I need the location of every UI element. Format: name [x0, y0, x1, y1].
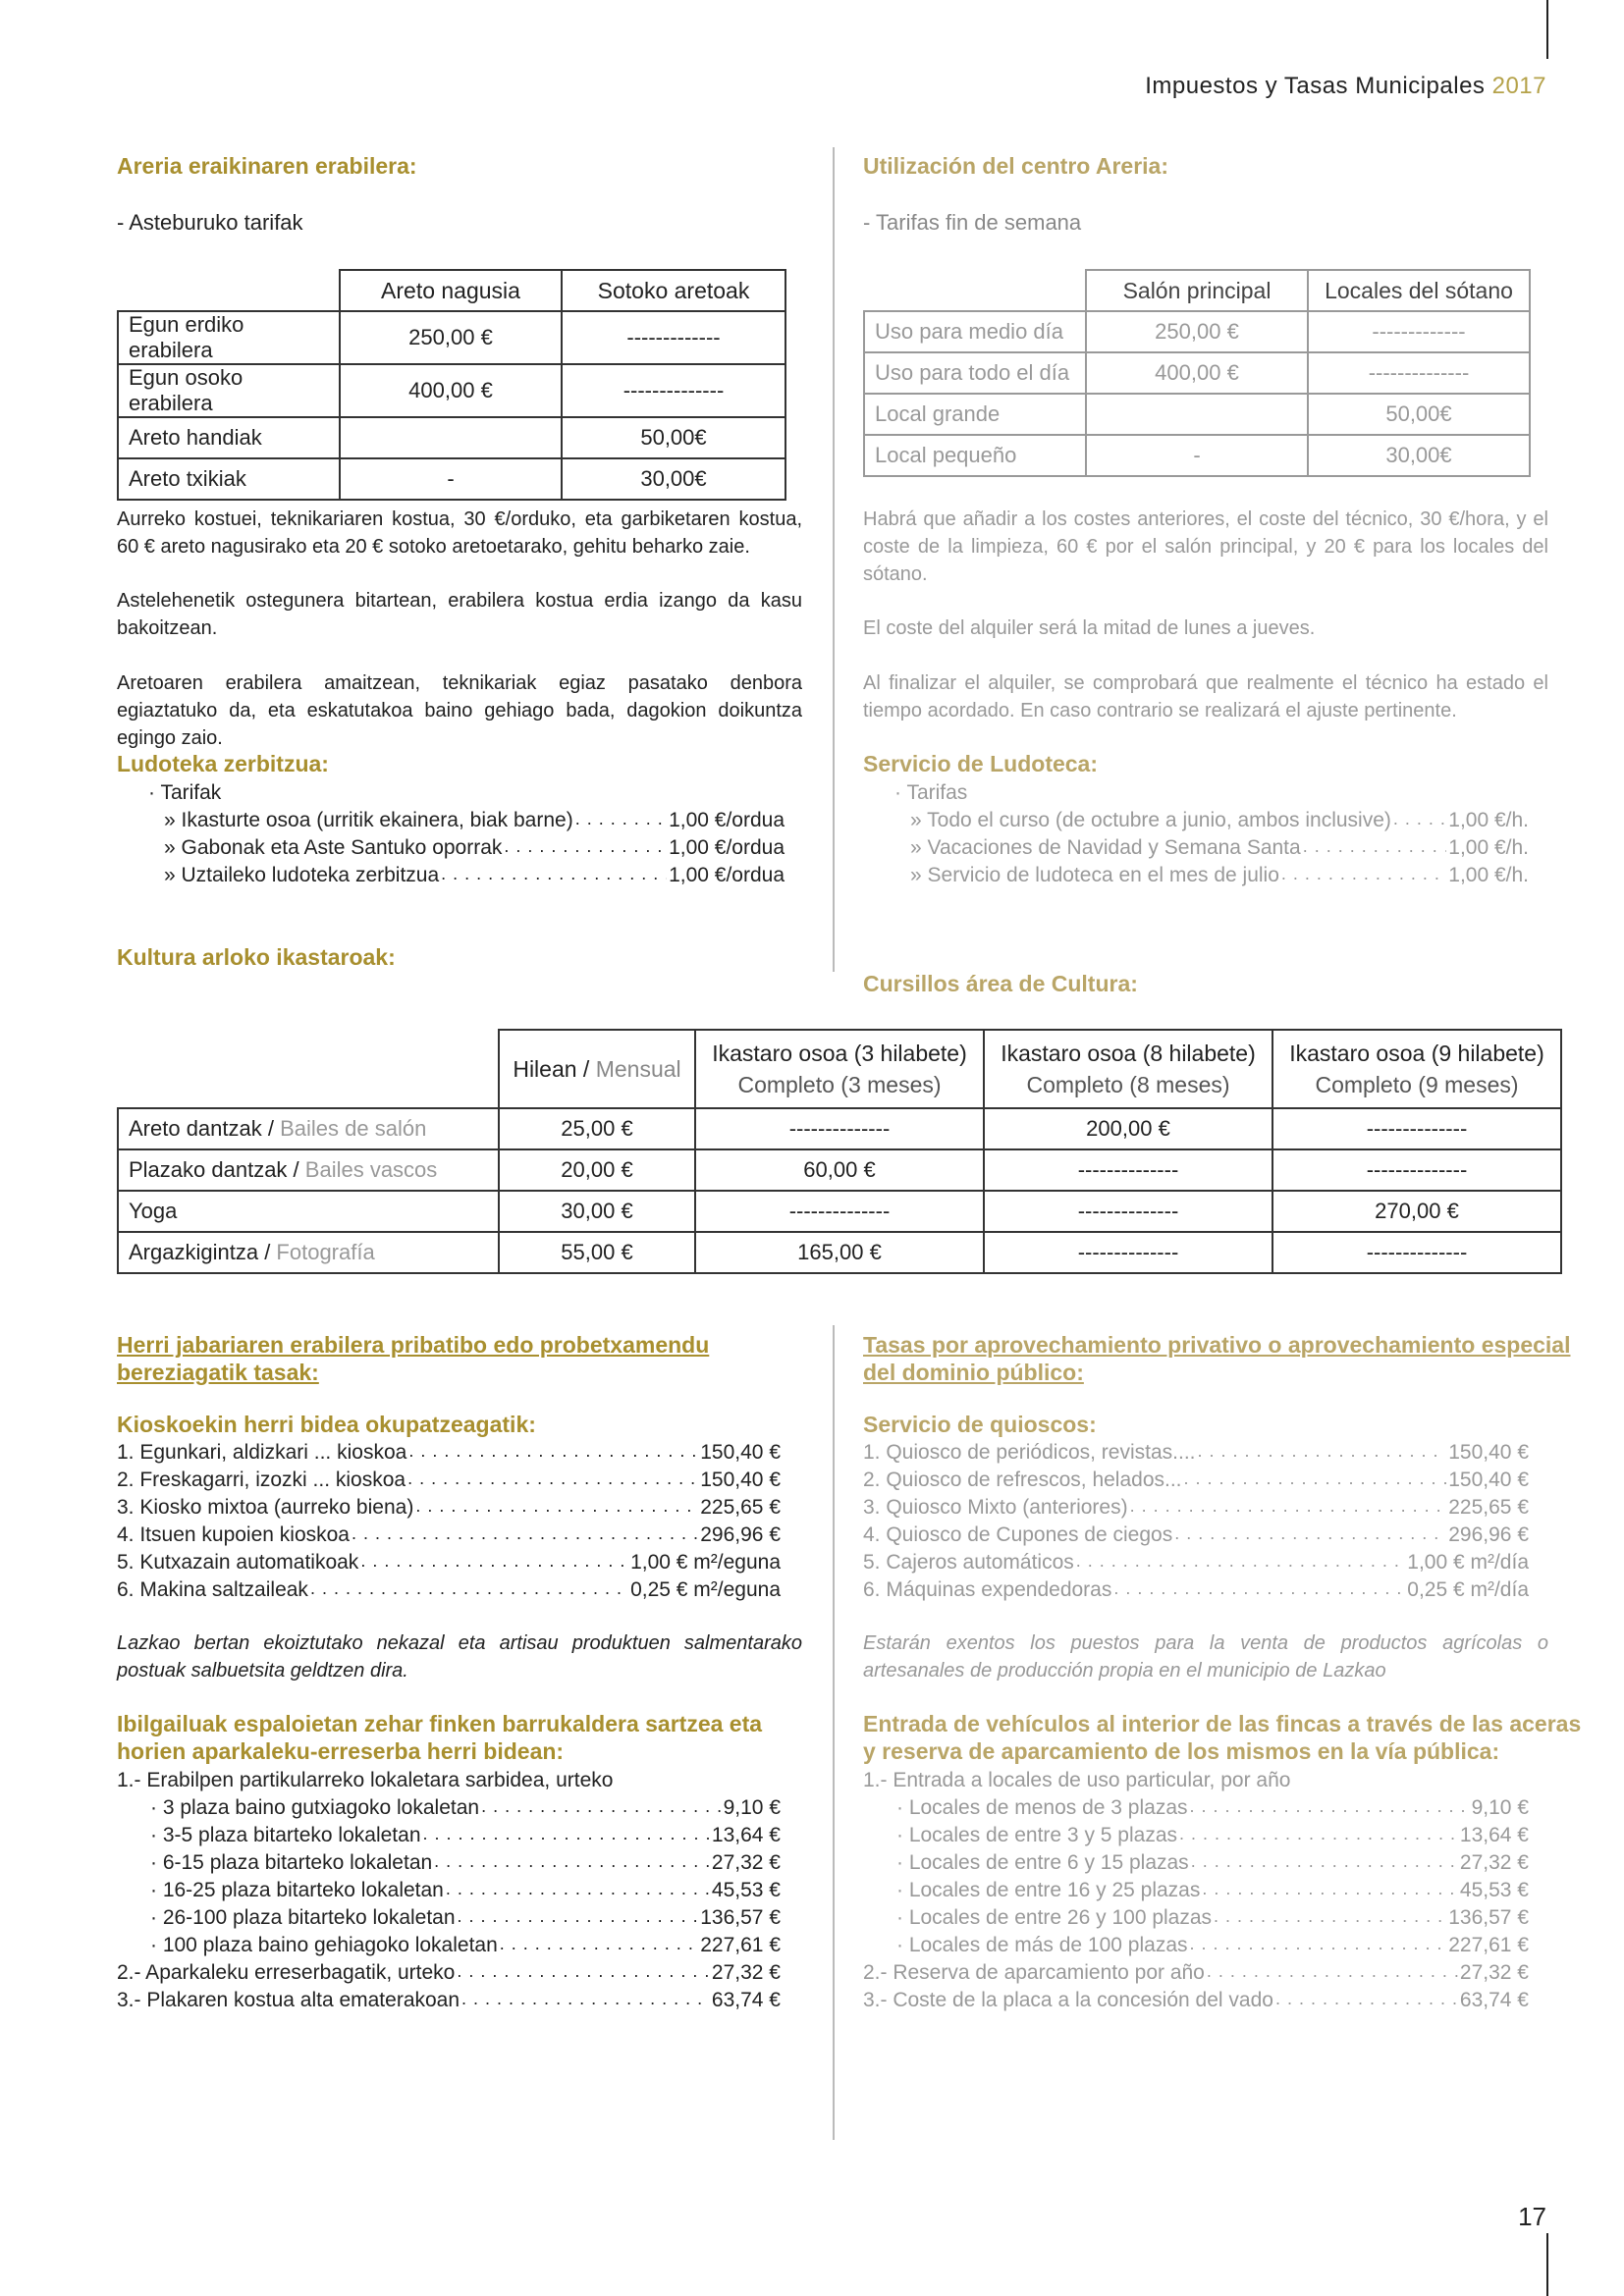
- page-number: 17: [1518, 2202, 1546, 2231]
- list-item: [863, 1877, 1529, 1904]
- cultura-eu-title: Kultura arloko ikastaroak:: [117, 944, 396, 970]
- leader-dots: [1190, 1800, 1470, 1822]
- title-line: y reserva de aparcamiento de los mismos en la vía pública:: [863, 1738, 1500, 1764]
- item-value: 0,25 € m²/eguna: [630, 1578, 781, 1601]
- cell: --------------: [695, 1191, 984, 1232]
- list-item: [117, 1987, 781, 2014]
- leader-dots: [461, 1993, 710, 2014]
- item-label: 3.- Coste de la placa a la concesión del vado: [863, 1989, 1273, 2011]
- header-title: Impuestos y Tasas Municipales: [1145, 73, 1486, 99]
- leader-dots: [1076, 1555, 1405, 1576]
- item-value: 27,32 €: [711, 1961, 781, 1984]
- header-eu: Ikastaro osoa (9 hilabete): [1289, 1041, 1544, 1066]
- list-item: [117, 1794, 781, 1822]
- item-value: 227,61 €: [700, 1934, 781, 1956]
- table-row: [118, 1232, 1561, 1273]
- leader-dots: [441, 868, 667, 889]
- cell: 55,00 €: [499, 1232, 695, 1273]
- table-row: [864, 311, 1530, 352]
- areria-es-subtitle: - Tarifas fin de semana: [863, 210, 1082, 235]
- item-label: · Locales de entre 3 y 5 plazas: [896, 1824, 1178, 1846]
- header-es: Mensual: [595, 1055, 681, 1082]
- item-value: 1,00 €/h.: [1448, 836, 1529, 859]
- table-row: [864, 352, 1530, 394]
- leader-dots: [1214, 1910, 1446, 1932]
- table-corner: [118, 270, 340, 311]
- col-header-8m: [984, 1030, 1272, 1108]
- cell: --------------: [984, 1232, 1272, 1273]
- cell: 200,00 €: [984, 1108, 1272, 1149]
- list-item: [117, 1467, 781, 1494]
- cell: 30,00€: [562, 458, 785, 500]
- item-label: 1. Egunkari, aldizkari ... kioskoa: [117, 1441, 407, 1464]
- cell: --------------: [984, 1149, 1272, 1191]
- label-eu: Plazako dantzak: [129, 1157, 288, 1182]
- item-value: 1,00 €/h.: [1448, 864, 1529, 886]
- cell: --------------: [1308, 352, 1530, 394]
- item-value: 27,32 €: [711, 1851, 781, 1874]
- title-line: Tasas por aprovechamiento privativo o aprovechamiento especial: [863, 1332, 1571, 1358]
- header-es: Completo (9 meses): [1315, 1072, 1519, 1097]
- item-label: 5. Kutxazain automatikoak: [117, 1551, 359, 1574]
- item-value: 136,57 €: [1448, 1906, 1529, 1929]
- list-item: [863, 1959, 1529, 1987]
- item-label: · 26-100 plaza bitarteko lokaletan: [150, 1906, 456, 1929]
- kiosk-es-title: Servicio de quioscos:: [863, 1412, 1097, 1437]
- item-label: · 16-25 plaza bitarteko lokaletan: [150, 1879, 444, 1901]
- leader-dots: [1198, 1445, 1447, 1467]
- item-value: 63,74 €: [1459, 1989, 1529, 2011]
- cell: 165,00 €: [695, 1232, 984, 1273]
- areria-es-paragraph: Habrá que añadir a los costes anteriores, el coste del técnico, 30 €/hora, y el coste de la limpieza, 60 € por el salón principal, y 20 € para los locales del sótano.: [863, 508, 1548, 585]
- cell: 30,00 €: [499, 1191, 695, 1232]
- header-separator: /: [576, 1055, 596, 1082]
- label-es: Fotografía: [276, 1240, 375, 1264]
- veh-es-intro: 1.- Entrada a locales de uso particular, por año: [863, 1769, 1291, 1791]
- list-item: [117, 1849, 781, 1877]
- list-item: [863, 1849, 1529, 1877]
- cultura-es-title: Cursillos área de Cultura:: [863, 971, 1138, 996]
- column-separator-top: [833, 147, 835, 972]
- item-value: 227,61 €: [1448, 1934, 1529, 1956]
- item-value: 296,96 €: [700, 1523, 781, 1546]
- areria-eu-subtitle: - Asteburuko tarifak: [117, 210, 303, 235]
- cell: --------------: [562, 364, 785, 417]
- leader-dots: [446, 1883, 710, 1904]
- kiosk-es-list: [863, 1439, 1529, 1604]
- item-label: 3.- Plakaren kostua alta ematerakoan: [117, 1989, 460, 2011]
- leader-dots: [408, 1445, 698, 1467]
- item-label: » Gabonak eta Aste Santuko oporrak: [164, 836, 503, 859]
- item-value: 225,65 €: [1448, 1496, 1529, 1519]
- header-eu: Ikastaro osoa (8 hilabete): [1001, 1041, 1256, 1066]
- areria-eu-table: [117, 269, 786, 501]
- leader-dots: [407, 1472, 698, 1494]
- col-header-9m: [1272, 1030, 1561, 1108]
- label-eu: Argazkigintza: [129, 1240, 259, 1264]
- table-row: [118, 1108, 1561, 1149]
- header-rule: [1546, 0, 1548, 59]
- list-item: [863, 807, 1529, 834]
- item-value: 1,00 € m²/día: [1407, 1551, 1529, 1574]
- title-line: horien aparkaleku-erreserba herri bidean:: [117, 1738, 565, 1764]
- list-item: [863, 1549, 1529, 1576]
- item-value: 45,53 €: [711, 1879, 781, 1901]
- leader-dots: [310, 1582, 628, 1604]
- item-value: 225,65 €: [700, 1496, 781, 1519]
- table-row: [118, 458, 785, 500]
- list-item: [863, 1904, 1529, 1932]
- item-label: 2. Quiosco de refrescos, helados...: [863, 1468, 1182, 1491]
- leader-dots: [423, 1828, 710, 1849]
- list-item: [863, 862, 1529, 889]
- item-label: » Todo el curso (de octubre a junio, ambos inclusive): [910, 809, 1391, 831]
- leader-dots: [1393, 813, 1446, 834]
- item-label: 2.- Aparkaleku erreserbagatik, urteko: [117, 1961, 456, 1984]
- ludo-eu-title: Ludoteka zerbitzua:: [117, 751, 329, 776]
- col-header: Salón principal: [1086, 270, 1308, 311]
- item-value: 13,64 €: [711, 1824, 781, 1846]
- list-item: [863, 1932, 1529, 1959]
- item-value: 1,00 €/ordua: [669, 836, 785, 859]
- cell: -------------: [562, 311, 785, 364]
- areria-eu-paragraph: Aretoaren erabilera amaitzean, teknikariak egiaz pasatako denbora egiaztatuko da, eta eskatutakoa baino gehiago bada, dagokion doikuntza egingo zaio.: [117, 672, 802, 749]
- item-value: 1,00 €/ordua: [669, 809, 785, 831]
- leader-dots: [352, 1527, 698, 1549]
- cell: 250,00 €: [1086, 311, 1308, 352]
- item-label: 3. Kiosko mixtoa (aurreko biena): [117, 1496, 414, 1519]
- row-label: Areto handiak: [118, 417, 340, 458]
- item-value: 1,00 €/ordua: [669, 864, 785, 886]
- list-item: [117, 1959, 781, 1987]
- item-value: 63,74 €: [711, 1989, 781, 2011]
- row-label: Uso para medio día: [864, 311, 1086, 352]
- row-label: Egun osoko erabilera: [118, 364, 340, 417]
- table-row: [118, 311, 785, 364]
- col-header: Areto nagusia: [340, 270, 562, 311]
- veh-es-title: [863, 1710, 1581, 1765]
- row-label: Egun erdiko erabilera: [118, 311, 340, 364]
- veh-es-list: [863, 1767, 1529, 2014]
- cell: 250,00 €: [340, 311, 562, 364]
- item-label: » Ikasturte osoa (urritik ekainera, biak barne): [164, 809, 573, 831]
- item-label: » Vacaciones de Navidad y Semana Santa: [910, 836, 1301, 859]
- areria-es-table: [863, 269, 1531, 477]
- leader-dots: [1130, 1500, 1447, 1522]
- leader-dots: [457, 1965, 710, 1987]
- leader-dots: [1207, 1965, 1458, 1987]
- item-label: 1. Quiosco de periódicos, revistas....: [863, 1441, 1196, 1464]
- list-item: [117, 1877, 781, 1904]
- row-label: Local pequeño: [864, 435, 1086, 476]
- cell: 30,00€: [1308, 435, 1530, 476]
- table-row: [118, 1191, 1561, 1232]
- item-value: 296,96 €: [1448, 1523, 1529, 1546]
- list-item: [863, 1522, 1529, 1549]
- label-es: Bailes vascos: [304, 1157, 438, 1182]
- cell: --------------: [1272, 1108, 1561, 1149]
- header-eu: Hilean: [513, 1055, 577, 1082]
- item-label: · Locales de entre 6 y 15 plazas: [896, 1851, 1189, 1874]
- item-value: 150,40 €: [700, 1468, 781, 1491]
- item-label: 4. Quiosco de Cupones de ciegos: [863, 1523, 1173, 1546]
- item-value: 0,25 € m²/día: [1407, 1578, 1529, 1601]
- cell: 400,00 €: [1086, 352, 1308, 394]
- veh-eu-intro: 1.- Erabilpen partikularreko lokaletara sarbidea, urteko: [117, 1769, 614, 1791]
- cell: 400,00 €: [340, 364, 562, 417]
- areria-es-title: Utilización del centro Areria:: [863, 153, 1168, 179]
- item-label: 6. Máquinas expendedoras: [863, 1578, 1112, 1601]
- leader-dots: [500, 1938, 698, 1959]
- item-value: 45,53 €: [1459, 1879, 1529, 1901]
- item-value: 27,32 €: [1459, 1851, 1529, 1874]
- item-value: 9,10 €: [1471, 1796, 1529, 1819]
- list-item: [863, 1822, 1529, 1849]
- list-item: [117, 862, 785, 889]
- label-es: Bailes de salón: [280, 1116, 427, 1141]
- areria-eu-title: Areria eraikinaren erabilera:: [117, 153, 417, 179]
- leader-dots: [1113, 1582, 1405, 1604]
- item-label: 2. Freskagarri, izozki ... kioskoa: [117, 1468, 406, 1491]
- list-item: [863, 834, 1529, 862]
- cell: 270,00 €: [1272, 1191, 1561, 1232]
- item-label: · Locales de entre 16 y 25 plazas: [896, 1879, 1201, 1901]
- row-label: Uso para todo el día: [864, 352, 1086, 394]
- leader-dots: [360, 1555, 628, 1576]
- leader-dots: [1190, 1938, 1447, 1959]
- title-line: Ibilgailuak espaloietan zehar finken barrukaldera sartzea eta: [117, 1711, 763, 1736]
- list-item: [117, 1904, 781, 1932]
- item-label: 6. Makina saltzaileak: [117, 1578, 308, 1601]
- list-item: [117, 1822, 781, 1849]
- ludo-eu-list: [117, 779, 785, 889]
- cultura-table: [117, 1029, 1562, 1274]
- cell: --------------: [695, 1108, 984, 1149]
- header-es: Completo (3 meses): [737, 1072, 942, 1097]
- cell: -: [340, 458, 562, 500]
- table-row: [118, 1149, 1561, 1191]
- list-item: [117, 834, 785, 862]
- list-item: [117, 1439, 781, 1467]
- table-row: [118, 364, 785, 417]
- list-item: [863, 1794, 1529, 1822]
- col-header-3m: [695, 1030, 984, 1108]
- item-value: 9,10 €: [723, 1796, 781, 1819]
- leader-dots: [1202, 1883, 1458, 1904]
- list-item: [117, 1576, 781, 1604]
- kiosk-eu-title: Kioskoekin herri bidea okupatzeagatik:: [117, 1412, 536, 1437]
- table-row: [864, 394, 1530, 435]
- cell: [1086, 394, 1308, 435]
- row-label: Argazkigintza / Fotografía: [118, 1232, 499, 1273]
- ludo-es-list: [863, 779, 1529, 889]
- col-header: Locales del sótano: [1308, 270, 1530, 311]
- item-value: 150,40 €: [1448, 1468, 1529, 1491]
- leader-dots: [1179, 1828, 1458, 1849]
- list-item: [863, 1576, 1529, 1604]
- leader-dots: [1174, 1527, 1446, 1549]
- item-label: · Locales de entre 26 y 100 plazas: [896, 1906, 1213, 1929]
- list-item: [863, 1494, 1529, 1522]
- item-label: » Uztaileko ludoteka zerbitzua: [164, 864, 440, 886]
- header-year: 2017: [1491, 73, 1546, 99]
- cell: -: [1086, 435, 1308, 476]
- item-label: 4. Itsuen kupoien kioskoa: [117, 1523, 350, 1546]
- cell: 50,00€: [1308, 394, 1530, 435]
- item-label: » Servicio de ludoteca en el mes de julio: [910, 864, 1279, 886]
- leader-dots: [415, 1500, 698, 1522]
- item-label: · Locales de más de 100 plazas: [896, 1934, 1188, 1956]
- table-row: [118, 417, 785, 458]
- title-line: bereziagatik tasak:: [117, 1360, 319, 1385]
- kiosk-es-note: Estarán exentos los puestos para la venta de productos agrícolas o artesanales de producción propia en el municipio de Lazkao: [863, 1632, 1548, 1682]
- cell: 60,00 €: [695, 1149, 984, 1191]
- title-line: del dominio público:: [863, 1360, 1084, 1385]
- item-value: 136,57 €: [700, 1906, 781, 1929]
- item-label: · 6-15 plaza bitarteko lokaletan: [150, 1851, 433, 1874]
- cell: --------------: [1272, 1149, 1561, 1191]
- list-item: [117, 1932, 781, 1959]
- leader-dots: [504, 840, 667, 862]
- item-value: 13,64 €: [1459, 1824, 1529, 1846]
- page-header: [1145, 73, 1546, 100]
- title-line: Herri jabariaren erabilera pribatibo edo probetxamendu: [117, 1332, 710, 1358]
- item-value: 27,32 €: [1459, 1961, 1529, 1984]
- leader-dots: [481, 1800, 722, 1822]
- cell: [340, 417, 562, 458]
- leader-dots: [458, 1910, 699, 1932]
- cell: 50,00€: [562, 417, 785, 458]
- cell: --------------: [984, 1191, 1272, 1232]
- row-label: Local grande: [864, 394, 1086, 435]
- areria-eu-paragraph: Aurreko kostuei, teknikariaren kostua, 30 €/orduko, eta garbiketaren kostua, 60 € areto nagusirako eta 20 € sotoko aretoetarako, gehitu beharko zaie.: [117, 508, 802, 558]
- title-line: Entrada de vehículos al interior de las fincas a través de las aceras: [863, 1711, 1582, 1736]
- row-label: Plazako dantzak / Bailes vascos: [118, 1149, 499, 1191]
- cell: 25,00 €: [499, 1108, 695, 1149]
- leader-dots: [434, 1855, 710, 1877]
- item-label: · 100 plaza baino gehiagoko lokaletan: [150, 1934, 498, 1956]
- leader-dots: [1191, 1855, 1458, 1877]
- label-eu: Areto dantzak: [129, 1116, 262, 1141]
- item-label: · 3-5 plaza bitarteko lokaletan: [150, 1824, 421, 1846]
- cell: -------------: [1308, 311, 1530, 352]
- leader-dots: [575, 813, 667, 834]
- leader-dots: [1275, 1993, 1458, 2014]
- list-item: [117, 1522, 781, 1549]
- leader-dots: [1281, 868, 1446, 889]
- col-header: Sotoko aretoak: [562, 270, 785, 311]
- tasas-eu-title: [117, 1331, 709, 1386]
- item-label: · Locales de menos de 3 plazas: [896, 1796, 1188, 1819]
- list-item: [117, 1549, 781, 1576]
- ludo-es-title: Servicio de Ludoteca:: [863, 751, 1099, 776]
- item-label: · 3 plaza baino gutxiagoko lokaletan: [150, 1796, 480, 1819]
- areria-es-paragraph: Al finalizar el alquiler, se comprobará que realmente el técnico ha estado el tiempo acordado. En caso contrario se realizará el ajuste pertinente.: [863, 672, 1548, 721]
- row-label: Areto dantzak / Bailes de salón: [118, 1108, 499, 1149]
- veh-eu-title: [117, 1710, 762, 1765]
- list-item: [863, 1987, 1529, 2014]
- leader-dots: [1184, 1472, 1447, 1494]
- item-value: 1,00 €/h.: [1448, 809, 1529, 831]
- item-label: 3. Quiosco Mixto (anteriores): [863, 1496, 1128, 1519]
- veh-eu-list: [117, 1767, 781, 2014]
- column-separator-bottom: [833, 1325, 835, 2140]
- header-es: Completo (8 meses): [1026, 1072, 1230, 1097]
- areria-es-paragraph: El coste del alquiler será la mitad de lunes a jueves.: [863, 617, 1316, 639]
- list-item: [863, 1467, 1529, 1494]
- table-row: [864, 435, 1530, 476]
- cell: --------------: [1272, 1232, 1561, 1273]
- item-value: 150,40 €: [1448, 1441, 1529, 1464]
- footer-rule: [1546, 2233, 1548, 2296]
- item-value: 150,40 €: [700, 1441, 781, 1464]
- item-value: 1,00 € m²/eguna: [630, 1551, 781, 1574]
- list-item: [117, 1494, 781, 1522]
- ludo-eu-bullet: · Tarifak: [148, 781, 222, 804]
- list-item: [117, 807, 785, 834]
- item-label: 2.- Reserva de aparcamiento por año: [863, 1961, 1205, 1984]
- row-label: Yoga: [118, 1191, 499, 1232]
- col-header-monthly: [499, 1030, 695, 1108]
- kiosk-eu-list: [117, 1439, 781, 1604]
- tasas-es-title: [863, 1331, 1571, 1386]
- list-item: [863, 1439, 1529, 1467]
- item-label: 5. Cajeros automáticos: [863, 1551, 1074, 1574]
- kiosk-eu-note: Lazkao bertan ekoiztutako nekazal eta artisau produktuen salmentarako postuak salbuetsita geldtzen dira.: [117, 1632, 802, 1682]
- leader-dots: [1303, 840, 1447, 862]
- row-label: Areto txikiak: [118, 458, 340, 500]
- ludo-es-bullet: · Tarifas: [894, 781, 968, 804]
- areria-eu-paragraph: Astelehenetik ostegunera bitartean, erabilera kostua erdia izango da kasu bakoitzean.: [117, 590, 802, 639]
- header-eu: Ikastaro osoa (3 hilabete): [712, 1041, 967, 1066]
- cell: 20,00 €: [499, 1149, 695, 1191]
- table-corner: [864, 270, 1086, 311]
- table-corner: [118, 1030, 499, 1108]
